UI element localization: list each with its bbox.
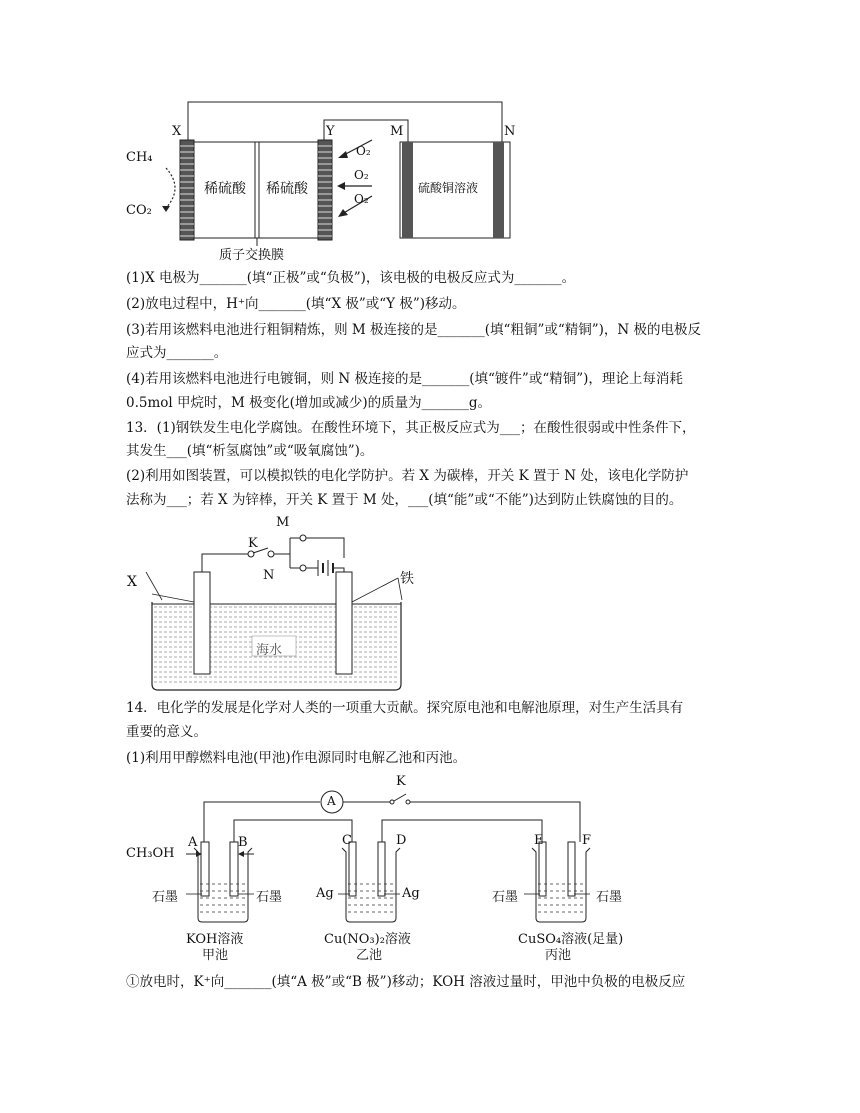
electrode-d-label: D bbox=[396, 833, 407, 848]
question-12-3: (3)若用该燃料电池进行粗铜精炼，则 M 极连接的是_______(填“粗铜”或“精铜”)，N 极的电极反 bbox=[126, 322, 702, 338]
fig1-label-n: N bbox=[504, 124, 516, 139]
ch4-label: CH₄ bbox=[126, 150, 153, 165]
fig1-label-x: X bbox=[172, 124, 182, 139]
pool1-label: 甲池 bbox=[202, 948, 229, 963]
cuso4-solution-label: 硫酸铜溶液 bbox=[418, 181, 479, 195]
pool3-label: 丙池 bbox=[545, 948, 572, 963]
electrode-e-label: E bbox=[534, 833, 544, 848]
graphite-label-1: 石墨 bbox=[152, 890, 179, 905]
o2-label-1: O₂ bbox=[356, 144, 371, 158]
question-13-2-cont: 法称为___；若 X 为锌棒，开关 K 置于 M 处，___(填“能”或“不能”)达到防止铁腐蚀的目的。 bbox=[126, 492, 683, 508]
cuso4-label: CuSO₄溶液(足量) bbox=[518, 932, 624, 947]
question-14-1-part1: ①放电时，K⁺向_______(填“A 极”或“B 极”)移动；KOH 溶液过量时，甲池中负极的电极反应 bbox=[126, 974, 686, 990]
graphite-label-4: 石墨 bbox=[596, 890, 623, 905]
cuno3-label: Cu(NO₃)₂溶液 bbox=[324, 932, 411, 947]
fig2-label-m: M bbox=[276, 515, 290, 530]
graphite-label-3: 石墨 bbox=[492, 890, 519, 905]
left-solution-label: 稀硫酸 bbox=[204, 181, 246, 197]
question-14-1: (1)利用甲醇燃料电池(甲池)作电源同时电解乙池和丙池。 bbox=[126, 750, 467, 766]
fig2-label-n: N bbox=[263, 568, 275, 583]
fig1-label-y: Y bbox=[326, 124, 335, 139]
electrode-a-label: A bbox=[188, 835, 198, 850]
iron-protection-diagram bbox=[140, 512, 430, 697]
question-14: 14．电化学的发展是化学对人类的一项重大贡献。探究原电池和电解池原理，对生产生活具有 bbox=[126, 700, 684, 716]
co2-label: CO₂ bbox=[126, 203, 152, 218]
o2-label-2: O₂ bbox=[354, 168, 369, 182]
seawater-label: 海水 bbox=[256, 643, 283, 658]
question-12-2: (2)放电过程中，H⁺向_______(填“X 极”或“Y 极”)移动。 bbox=[126, 296, 466, 312]
fig1-label-m: M bbox=[390, 124, 404, 139]
koh-label: KOH溶液 bbox=[186, 932, 244, 947]
question-13-1-cont: 其发生___(填“析氢腐蚀”或“吸氧腐蚀”)。 bbox=[126, 443, 374, 459]
graphite-label-2: 石墨 bbox=[256, 890, 283, 905]
iron-label: 铁 bbox=[400, 571, 414, 587]
membrane-label: 质子交换膜 bbox=[219, 248, 285, 263]
question-14-cont: 重要的意义。 bbox=[126, 724, 207, 740]
right-solution-label: 稀硫酸 bbox=[266, 181, 308, 197]
fig2-label-x: X bbox=[127, 574, 137, 590]
fuel-cell-diagram bbox=[110, 96, 550, 266]
question-13-2: (2)利用如图装置，可以模拟铁的电化学防护。若 X 为碳棒，开关 K 置于 N 处，该电化学防护 bbox=[126, 468, 689, 484]
question-12-4: (4)若用该燃料电池进行电镀铜，则 N 极连接的是_______(填“镀件”或“精铜”)，理论上每消耗 bbox=[126, 371, 683, 387]
ag-label-1: Ag bbox=[316, 886, 334, 901]
pool2-label: 乙池 bbox=[356, 948, 383, 963]
o2-label-3: O₂ bbox=[354, 192, 369, 206]
question-12-1: (1)X 电极为_______(填“正极”或“负极”)，该电极的电极反应式为_______。 bbox=[126, 270, 576, 286]
question-12-4-cont: 0.5mol 甲烷时，M 极变化(增加或减少)的质量为_______g。 bbox=[126, 395, 492, 411]
ammeter-label: A bbox=[327, 794, 336, 808]
electrode-b-label: B bbox=[238, 835, 248, 850]
question-12-3-cont: 应式为_______。 bbox=[126, 345, 228, 361]
switch-k-label: K bbox=[396, 774, 406, 789]
fig2-label-k: K bbox=[248, 536, 258, 551]
electrode-f-label: F bbox=[582, 833, 592, 848]
ag-label-2: Ag bbox=[402, 886, 420, 901]
ch3oh-label: CH₃OH bbox=[126, 846, 175, 861]
electrode-c-label: C bbox=[342, 833, 352, 848]
question-13-1: 13．(1)钢铁发生电化学腐蚀。在酸性环境下，其正极反应式为___；在酸性很弱或中性条件下， bbox=[126, 420, 696, 436]
